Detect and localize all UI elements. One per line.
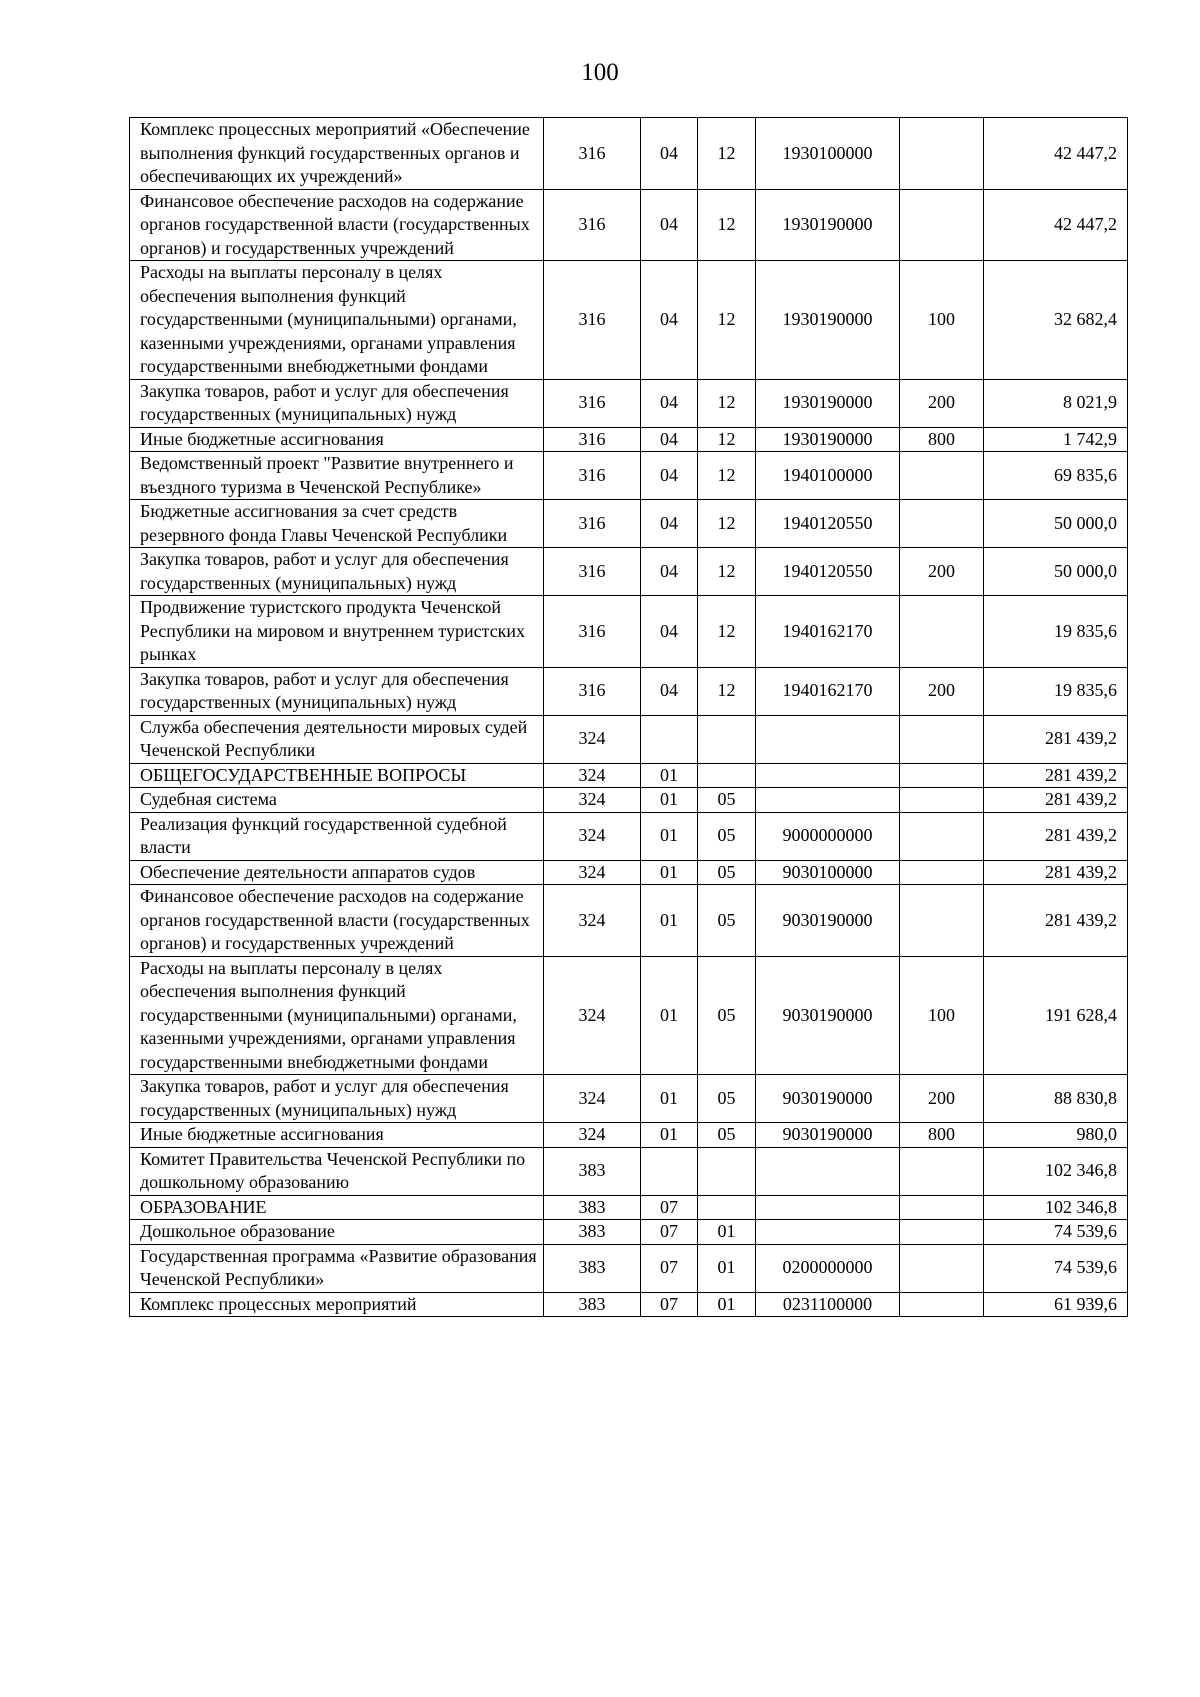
row-name: Комитет Правительства Чеченской Республики по дошкольному образованию xyxy=(130,1147,544,1195)
row-name: Дошкольное образование xyxy=(130,1220,544,1245)
row-subsection-code: 05 xyxy=(698,1123,756,1148)
row-name: Финансовое обеспечение расходов на содержание органов государственной власти (государственных органов) и государственных учреждений xyxy=(130,885,544,957)
row-target-article-code: 1930100000 xyxy=(756,118,900,190)
row-subsection-code: 12 xyxy=(698,667,756,715)
row-name: Расходы на выплаты персоналу в целях обеспечения выполнения функций государственными (муниципальными) органами, казенными учреждениями, органами управления государственными внебюджетными фондами xyxy=(130,956,544,1075)
row-ministry-code: 324 xyxy=(544,885,641,957)
row-name: Реализация функций государственной судебной власти xyxy=(130,812,544,860)
row-target-article-code: 1940162170 xyxy=(756,667,900,715)
row-expense-type-code: 800 xyxy=(900,1123,984,1148)
row-subsection-code: 12 xyxy=(698,596,756,668)
row-amount: 61 939,6 xyxy=(984,1292,1128,1317)
table-row xyxy=(130,860,1128,885)
row-section-code: 01 xyxy=(641,956,698,1075)
row-amount: 281 439,2 xyxy=(984,885,1128,957)
row-section-code: 07 xyxy=(641,1244,698,1292)
row-amount: 50 000,0 xyxy=(984,500,1128,548)
table-row xyxy=(130,1123,1128,1148)
table-row xyxy=(130,500,1128,548)
row-name: Комплекс процессных мероприятий xyxy=(130,1292,544,1317)
row-target-article-code: 9030190000 xyxy=(756,885,900,957)
row-subsection-code: 12 xyxy=(698,118,756,190)
row-amount: 281 439,2 xyxy=(984,812,1128,860)
table-row xyxy=(130,763,1128,788)
row-expense-type-code xyxy=(900,500,984,548)
row-section-code: 01 xyxy=(641,788,698,813)
table-row xyxy=(130,1244,1128,1292)
row-expense-type-code xyxy=(900,812,984,860)
row-expense-type-code xyxy=(900,596,984,668)
row-expense-type-code xyxy=(900,1147,984,1195)
row-target-article-code: 1940100000 xyxy=(756,452,900,500)
row-subsection-code: 12 xyxy=(698,189,756,261)
row-section-code xyxy=(641,1147,698,1195)
row-target-article-code: 0200000000 xyxy=(756,1244,900,1292)
row-section-code xyxy=(641,715,698,763)
row-section-code: 04 xyxy=(641,427,698,452)
row-section-code: 04 xyxy=(641,596,698,668)
table-row xyxy=(130,1075,1128,1123)
row-subsection-code: 05 xyxy=(698,812,756,860)
row-amount: 19 835,6 xyxy=(984,667,1128,715)
row-target-article-code xyxy=(756,1195,900,1220)
row-name: ОБРАЗОВАНИЕ xyxy=(130,1195,544,1220)
row-subsection-code xyxy=(698,715,756,763)
row-target-article-code: 1940120550 xyxy=(756,548,900,596)
row-name: Закупка товаров, работ и услуг для обеспечения государственных (муниципальных) нужд xyxy=(130,548,544,596)
row-expense-type-code: 100 xyxy=(900,956,984,1075)
row-target-article-code: 1930190000 xyxy=(756,261,900,380)
row-expense-type-code: 200 xyxy=(900,548,984,596)
row-expense-type-code xyxy=(900,788,984,813)
row-target-article-code: 1930190000 xyxy=(756,427,900,452)
row-target-article-code: 1940162170 xyxy=(756,596,900,668)
row-expense-type-code: 200 xyxy=(900,667,984,715)
row-ministry-code: 316 xyxy=(544,118,641,190)
row-ministry-code: 383 xyxy=(544,1292,641,1317)
row-target-article-code xyxy=(756,788,900,813)
row-expense-type-code xyxy=(900,885,984,957)
row-name: Обеспечение деятельности аппаратов судов xyxy=(130,860,544,885)
row-target-article-code: 1930190000 xyxy=(756,379,900,427)
table-row xyxy=(130,379,1128,427)
table-row xyxy=(130,1220,1128,1245)
row-expense-type-code xyxy=(900,118,984,190)
row-subsection-code: 01 xyxy=(698,1292,756,1317)
row-subsection-code xyxy=(698,1195,756,1220)
row-subsection-code: 05 xyxy=(698,788,756,813)
row-ministry-code: 316 xyxy=(544,667,641,715)
row-name: ОБЩЕГОСУДАРСТВЕННЫЕ ВОПРОСЫ xyxy=(130,763,544,788)
table-row xyxy=(130,427,1128,452)
table-row xyxy=(130,956,1128,1075)
table-row xyxy=(130,189,1128,261)
row-ministry-code: 316 xyxy=(544,500,641,548)
row-target-article-code: 9030190000 xyxy=(756,1123,900,1148)
row-subsection-code: 12 xyxy=(698,379,756,427)
row-ministry-code: 383 xyxy=(544,1195,641,1220)
row-target-article-code xyxy=(756,715,900,763)
row-subsection-code: 01 xyxy=(698,1220,756,1245)
table-row xyxy=(130,1147,1128,1195)
row-section-code: 04 xyxy=(641,261,698,380)
row-section-code: 01 xyxy=(641,885,698,957)
row-amount: 281 439,2 xyxy=(984,860,1128,885)
row-subsection-code: 01 xyxy=(698,1244,756,1292)
row-ministry-code: 316 xyxy=(544,452,641,500)
row-subsection-code: 12 xyxy=(698,452,756,500)
row-ministry-code: 316 xyxy=(544,379,641,427)
row-expense-type-code xyxy=(900,715,984,763)
row-name: Ведомственный проект "Развитие внутреннего и въездного туризма в Чеченской Республике» xyxy=(130,452,544,500)
row-amount: 281 439,2 xyxy=(984,715,1128,763)
row-amount: 8 021,9 xyxy=(984,379,1128,427)
row-subsection-code xyxy=(698,763,756,788)
row-expense-type-code: 800 xyxy=(900,427,984,452)
row-ministry-code: 324 xyxy=(544,956,641,1075)
row-subsection-code: 05 xyxy=(698,956,756,1075)
row-expense-type-code xyxy=(900,1292,984,1317)
row-ministry-code: 324 xyxy=(544,715,641,763)
row-name: Иные бюджетные ассигнования xyxy=(130,427,544,452)
row-name: Закупка товаров, работ и услуг для обеспечения государственных (муниципальных) нужд xyxy=(130,379,544,427)
row-expense-type-code xyxy=(900,1244,984,1292)
row-expense-type-code xyxy=(900,189,984,261)
row-section-code: 01 xyxy=(641,1123,698,1148)
row-amount: 281 439,2 xyxy=(984,763,1128,788)
row-target-article-code xyxy=(756,763,900,788)
row-section-code: 01 xyxy=(641,763,698,788)
table-row xyxy=(130,1195,1128,1220)
row-target-article-code: 0231100000 xyxy=(756,1292,900,1317)
row-target-article-code: 9030190000 xyxy=(756,956,900,1075)
row-expense-type-code: 200 xyxy=(900,379,984,427)
row-target-article-code: 1930190000 xyxy=(756,189,900,261)
row-section-code: 01 xyxy=(641,812,698,860)
row-amount: 102 346,8 xyxy=(984,1195,1128,1220)
row-name: Продвижение туристского продукта Чеченской Республики на мировом и внутреннем туристских рынках xyxy=(130,596,544,668)
row-ministry-code: 316 xyxy=(544,427,641,452)
row-section-code: 01 xyxy=(641,860,698,885)
page-number: 100 xyxy=(581,59,619,86)
row-subsection-code: 05 xyxy=(698,1075,756,1123)
row-amount: 19 835,6 xyxy=(984,596,1128,668)
table-row xyxy=(130,452,1128,500)
row-section-code: 04 xyxy=(641,500,698,548)
row-ministry-code: 324 xyxy=(544,812,641,860)
table-row xyxy=(130,548,1128,596)
row-section-code: 04 xyxy=(641,667,698,715)
row-expense-type-code: 100 xyxy=(900,261,984,380)
row-expense-type-code xyxy=(900,1195,984,1220)
row-section-code: 07 xyxy=(641,1220,698,1245)
row-subsection-code: 05 xyxy=(698,860,756,885)
row-section-code: 01 xyxy=(641,1075,698,1123)
row-section-code: 04 xyxy=(641,548,698,596)
budget-table xyxy=(129,117,1128,1317)
row-name: Служба обеспечения деятельности мировых судей Чеченской Республики xyxy=(130,715,544,763)
row-amount: 32 682,4 xyxy=(984,261,1128,380)
row-target-article-code: 1940120550 xyxy=(756,500,900,548)
table-row xyxy=(130,261,1128,380)
row-target-article-code xyxy=(756,1220,900,1245)
row-amount: 1 742,9 xyxy=(984,427,1128,452)
row-subsection-code: 12 xyxy=(698,261,756,380)
row-amount: 50 000,0 xyxy=(984,548,1128,596)
row-target-article-code: 9000000000 xyxy=(756,812,900,860)
row-section-code: 07 xyxy=(641,1292,698,1317)
row-expense-type-code: 200 xyxy=(900,1075,984,1123)
table-row xyxy=(130,667,1128,715)
row-ministry-code: 316 xyxy=(544,189,641,261)
row-name: Судебная система xyxy=(130,788,544,813)
row-amount: 191 628,4 xyxy=(984,956,1128,1075)
row-ministry-code: 324 xyxy=(544,763,641,788)
table-row xyxy=(130,118,1128,190)
row-amount: 281 439,2 xyxy=(984,788,1128,813)
table-row xyxy=(130,596,1128,668)
row-amount: 88 830,8 xyxy=(984,1075,1128,1123)
row-name: Иные бюджетные ассигнования xyxy=(130,1123,544,1148)
row-ministry-code: 324 xyxy=(544,1075,641,1123)
row-amount: 74 539,6 xyxy=(984,1220,1128,1245)
row-amount: 42 447,2 xyxy=(984,189,1128,261)
row-ministry-code: 383 xyxy=(544,1244,641,1292)
row-name: Комплекс процессных мероприятий «Обеспечение выполнения функций государственных органов и обеспечивающих их учреждений» xyxy=(130,118,544,190)
row-name: Финансовое обеспечение расходов на содержание органов государственной власти (государственных органов) и государственных учреждений xyxy=(130,189,544,261)
row-subsection-code: 12 xyxy=(698,500,756,548)
row-target-article-code: 9030190000 xyxy=(756,1075,900,1123)
row-subsection-code: 12 xyxy=(698,548,756,596)
row-target-article-code xyxy=(756,1147,900,1195)
row-ministry-code: 324 xyxy=(544,860,641,885)
row-section-code: 04 xyxy=(641,118,698,190)
row-ministry-code: 324 xyxy=(544,788,641,813)
row-subsection-code: 05 xyxy=(698,885,756,957)
table-row xyxy=(130,788,1128,813)
row-ministry-code: 316 xyxy=(544,261,641,380)
row-subsection-code: 12 xyxy=(698,427,756,452)
row-expense-type-code xyxy=(900,1220,984,1245)
row-amount: 980,0 xyxy=(984,1123,1128,1148)
row-expense-type-code xyxy=(900,763,984,788)
table-row xyxy=(130,885,1128,957)
row-name: Закупка товаров, работ и услуг для обеспечения государственных (муниципальных) нужд xyxy=(130,667,544,715)
row-ministry-code: 316 xyxy=(544,548,641,596)
row-subsection-code xyxy=(698,1147,756,1195)
row-name: Закупка товаров, работ и услуг для обеспечения государственных (муниципальных) нужд xyxy=(130,1075,544,1123)
row-section-code: 04 xyxy=(641,452,698,500)
table-row xyxy=(130,812,1128,860)
table-row xyxy=(130,715,1128,763)
table-body xyxy=(130,118,1128,1317)
row-ministry-code: 324 xyxy=(544,1123,641,1148)
row-amount: 42 447,2 xyxy=(984,118,1128,190)
row-amount: 102 346,8 xyxy=(984,1147,1128,1195)
table-row xyxy=(130,1292,1128,1317)
row-name: Расходы на выплаты персоналу в целях обеспечения выполнения функций государственными (муниципальными) органами, казенными учреждениями, органами управления государственными внебюджетными фондами xyxy=(130,261,544,380)
row-target-article-code: 9030100000 xyxy=(756,860,900,885)
row-section-code: 04 xyxy=(641,379,698,427)
row-section-code: 04 xyxy=(641,189,698,261)
row-ministry-code: 383 xyxy=(544,1220,641,1245)
row-ministry-code: 383 xyxy=(544,1147,641,1195)
row-expense-type-code xyxy=(900,452,984,500)
row-name: Государственная программа «Развитие образования Чеченской Республики» xyxy=(130,1244,544,1292)
row-amount: 74 539,6 xyxy=(984,1244,1128,1292)
row-name: Бюджетные ассигнования за счет средств резервного фонда Главы Чеченской Республики xyxy=(130,500,544,548)
row-ministry-code: 316 xyxy=(544,596,641,668)
row-amount: 69 835,6 xyxy=(984,452,1128,500)
row-section-code: 07 xyxy=(641,1195,698,1220)
row-expense-type-code xyxy=(900,860,984,885)
